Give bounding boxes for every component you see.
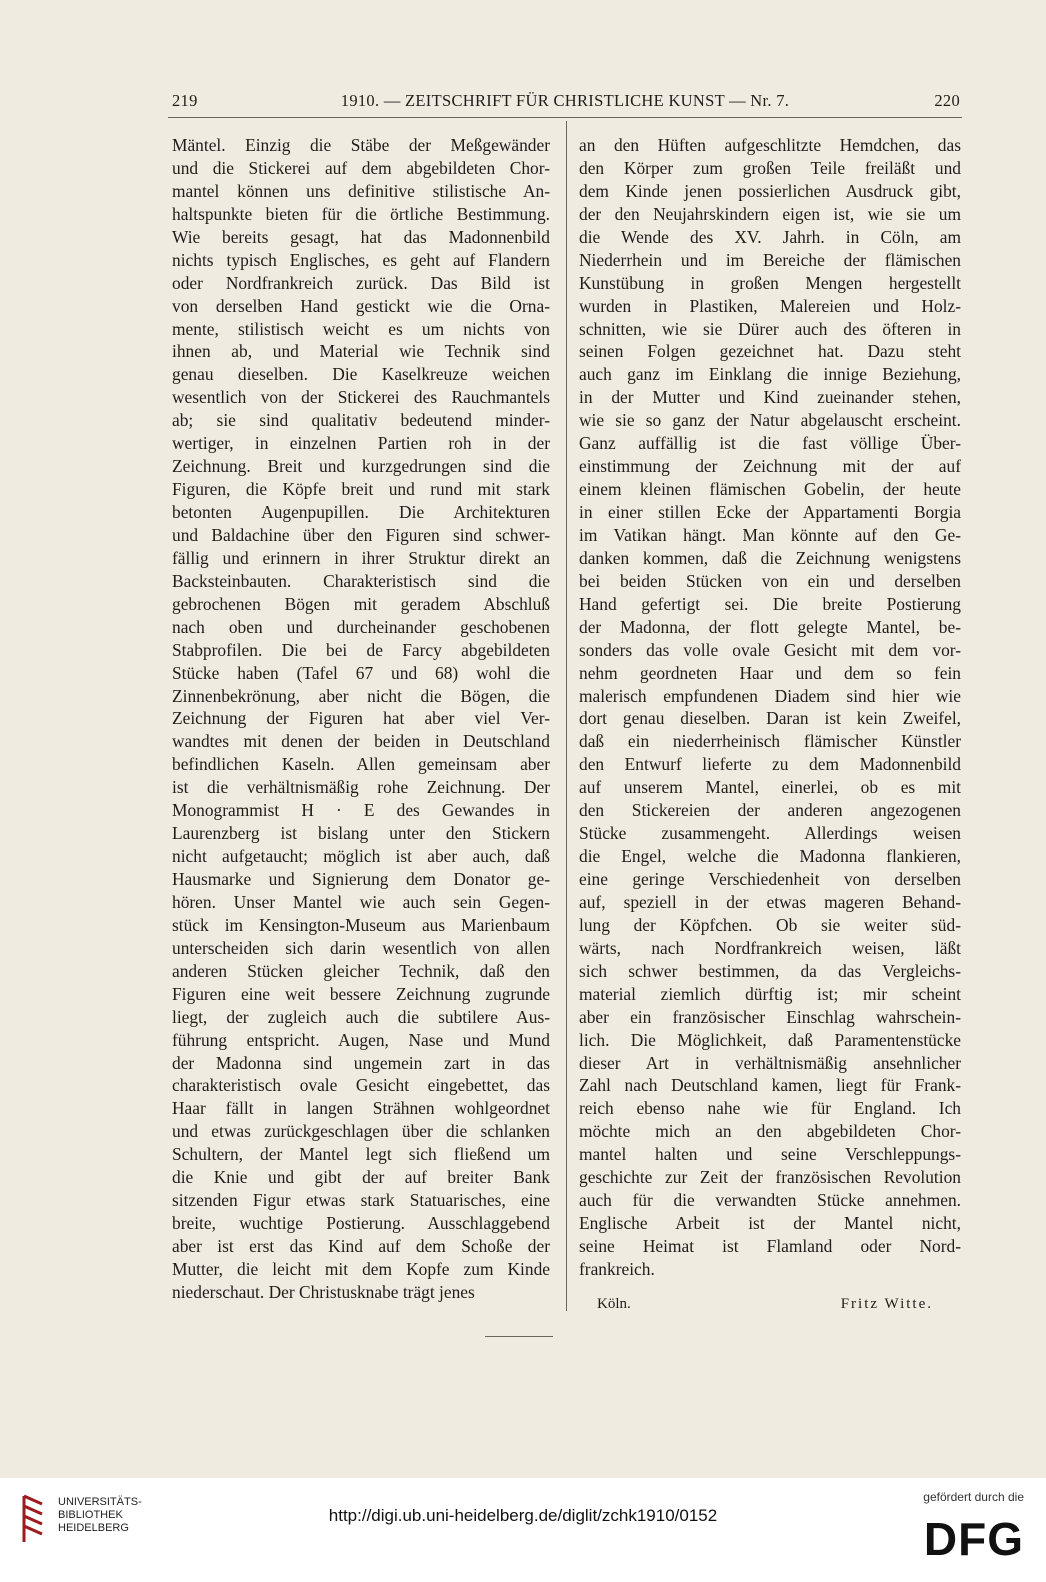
text-line: nichts typisch Englisches, es geht auf Flandern (172, 249, 550, 270)
text-line: von derselben Hand gestickt wie die Orna- (172, 295, 550, 316)
text-line: charakteristisch ovale Gesicht eingebettet, das (172, 1075, 550, 1096)
text-line: wesentlich von der Stickerei des Rauchmantels (172, 387, 550, 408)
text-line: oder Nordfrankreich zurück. Das Bild ist (172, 272, 550, 293)
text-line: unterscheiden sich darin wesentlich von allen (172, 937, 550, 958)
text-line: seinen Folgen gezeichnet hat. Dazu steht (579, 341, 961, 362)
right-column (579, 134, 961, 1281)
text-line: nehm geordneten Haar und dem so fein (579, 662, 961, 683)
text-line: Kunstübung in großen Mengen hergestellt (579, 272, 961, 293)
text-line: Mutter, die leicht mit dem Kopfe zum Kinde (172, 1258, 550, 1279)
text-line: möchte mich an den abgebildeten Chor- (579, 1121, 961, 1142)
text-line: der Madonna sind ungemein zart in das (172, 1052, 550, 1073)
text-line: betonten Augenpupillen. Die Architekturen (172, 502, 550, 522)
text-line: Backsteinbauten. Charakteristisch sind die (172, 570, 550, 591)
text-line: und Baldachine über den Figuren sind schwer- (172, 524, 550, 545)
text-line: Zinnenbekrönung, aber nicht die Bögen, die (172, 685, 550, 706)
text-line: Figuren, die Köpfe breit und rund mit stark (172, 479, 550, 500)
column-divider (566, 121, 567, 1311)
text-line: wurden in Plastiken, Malereien und Holz- (579, 295, 961, 316)
text-line: den Stickereien der anderen angezogenen (579, 800, 961, 821)
text-line: Stücke haben (Tafel 67 und 68) wohl die (172, 662, 550, 683)
text-line: wandtes mit denen der beiden in Deutschland (172, 731, 550, 752)
text-line: befindlichen Kaseln. Allen gemeinsam aber (172, 754, 550, 775)
permalink-url[interactable]: http://digi.ub.uni-heidelberg.de/diglit/zchk1910/0152 (328, 1506, 718, 1525)
text-line: schnitten, wie sie Dürer auch des öfteren in (579, 318, 961, 339)
text-line: auch ganz im Einklang die innige Beziehung, (579, 364, 961, 385)
text-line: der den Neujahrskindern eigen ist, wie sie um (579, 203, 961, 224)
text-line: nicht aufgetaucht; möglich ist aber auch, daß (172, 846, 550, 867)
text-line: reich ebenso nahe wie für England. Ich (579, 1098, 961, 1119)
text-line: genau dieselben. Die Kaselkreuze weichen (172, 364, 550, 385)
text-line: Mäntel. Einzig die Stäbe der Meßgewänder (172, 135, 550, 155)
text-line: wärts, nach Nordfrankreich weisen, läßt (579, 937, 961, 958)
text-line: der Madonna, der flott gelegte Mantel, be- (579, 616, 961, 637)
text-line: Figuren eine weit bessere Zeichnung zugrunde (172, 983, 550, 1004)
text-line: dieser Art in verhältnismäßig ansehnlicher (579, 1052, 961, 1073)
text-line: material ziemlich dürftig ist; mir scheint (579, 983, 961, 1004)
text-line: sich schwer bestimmen, da das Vergleichs- (579, 960, 961, 981)
text-line: wertiger, in einzelnen Partien roh in der (172, 433, 550, 454)
text-line: Stücke zusammengeht. Allerdings weisen (579, 823, 961, 844)
text-line: mantel können uns definitive stilistische An- (172, 180, 550, 201)
text-line: fällig und erinnern in ihrer Struktur direkt an (172, 547, 550, 568)
text-line: die Wende des XV. Jahrh. in Cöln, am (579, 226, 961, 247)
text-line: Hausmarke und Signierung dem Donator ge- (172, 869, 550, 889)
text-line: seine Heimat ist Flamland oder Nord- (579, 1236, 961, 1256)
text-line: liegt, der zugleich auch die subtilere Aus- (172, 1006, 550, 1027)
text-line: in einer stillen Ecke der Appartamenti Borgia (579, 502, 961, 522)
text-line: in der Mutter und Kind zueinander stehen, (579, 387, 961, 408)
text-line: an den Hüften aufgeschlitzte Hemdchen, das (579, 135, 961, 155)
text-line: dort genau dieselben. Daran ist kein Zweifel, (579, 708, 961, 729)
page-number-left: 219 (172, 91, 198, 110)
text-line: auch für die verwandten Stücke annehmen. (579, 1190, 961, 1211)
signature-author: Fritz Witte. (840, 1296, 933, 1312)
text-line: Ganz auffällig ist die fast völlige Über- (579, 433, 961, 454)
text-line: auf unserem Mantel, einerlei, ob es mit (579, 777, 961, 798)
dfg-logo: DFG (923, 1513, 1024, 1565)
signature-city: Köln. (597, 1296, 631, 1312)
text-line: die Engel, welche die Madonna flankieren, (579, 846, 961, 867)
text-line: ab; sie sind qualitativ bedeutend minder- (172, 410, 550, 431)
text-line: Hand gefertigt sei. Die breite Postierung (579, 593, 961, 614)
text-line: niederschaut. Der Christusknabe trägt jenes (172, 1281, 475, 1302)
text-line: gebrochenen Bögen mit geradem Abschluß (172, 593, 550, 614)
text-line: ihnen ab, und Material wie Technik sind (172, 341, 550, 362)
text-line: Stabprofilen. Die bei de Farcy abgebildeten (172, 639, 550, 660)
text-line: geschichte zur Zeit der französischen Revolution (579, 1167, 961, 1188)
text-line: ist die verhältnismäßig rohe Zeichnung. Der (172, 777, 550, 798)
text-line: Wie bereits gesagt, hat das Madonnenbild (172, 226, 550, 247)
text-line: mente, stilistisch weicht es um nichts von (172, 318, 550, 339)
library-name-line: HEIDELBERG (58, 1522, 129, 1534)
text-line: stück im Kensington-Museum aus Marienbaum (172, 914, 550, 935)
funded-by-label: gefördert durch die (923, 1490, 1024, 1504)
library-name-line: BIBLIOTHEK (58, 1509, 123, 1521)
text-line: lung der Köpfchen. Ob sie weiter süd- (579, 914, 961, 935)
viewer-footer (0, 1478, 1046, 1582)
journal-title: 1910. — ZEITSCHRIFT FÜR CHRISTLICHE KUNST — Nr. 7. (340, 91, 790, 110)
text-line: Zeichnung. Breit und kurzgedrungen sind die (172, 456, 550, 477)
text-line: sitzenden Figur etwas stark Statuarisches, eine (172, 1190, 550, 1211)
text-line: Schultern, der Mantel legt sich fließend um (172, 1144, 550, 1165)
text-line: dem Kinde jenen possierlichen Ausdruck gibt, (579, 180, 961, 201)
page-number-right: 220 (934, 91, 960, 110)
text-line: Laurenzberg ist bislang unter den Stickern (172, 823, 550, 844)
text-line: nach oben und durcheinander geschobenen (172, 616, 550, 637)
running-header (168, 91, 962, 113)
left-column (172, 134, 550, 1304)
text-line: sonders das volle ovale Gesicht mit dem vor- (579, 639, 961, 660)
text-line: führung entspricht. Augen, Nase und Mund (172, 1029, 550, 1050)
text-line: mantel halten und seine Verschleppungs- (579, 1144, 961, 1165)
text-line: bei beiden Stücken von ein und derselben (579, 570, 961, 591)
text-line: den Körper zum großen Teile freiläßt und (579, 157, 961, 178)
text-line: Monogrammist H · E des Gewandes in (172, 800, 550, 821)
text-line: hören. Unser Mantel wie auch sein Gegen- (172, 891, 550, 912)
text-line: haltspunkte bieten für die örtliche Bestimmung. (172, 203, 550, 224)
text-line: Zeichnung der Figuren hat aber viel Ver- (172, 708, 550, 729)
text-line: eine geringe Verschiedenheit von derselben (579, 869, 961, 889)
text-line: Niederrhein und im Bereiche der flämischen (579, 249, 961, 270)
text-line: breite, wuchtige Postierung. Ausschlaggebend (172, 1213, 550, 1234)
text-line: lich. Die Möglichkeit, daß Paramentenstücke (579, 1029, 961, 1050)
text-line: danken kommen, daß die Zeichnung wenigstens (579, 547, 961, 568)
text-line: daß ein niederrheinisch flämischer Künstler (579, 731, 961, 752)
text-line: im Vatikan hängt. Man könnte auf den Ge- (579, 524, 961, 545)
text-line: malerisch empfundenen Diadem sind hier wie (579, 685, 961, 706)
text-line: aber ist erst das Kind auf dem Schoße der (172, 1236, 550, 1256)
text-line: Haar fällt in langen Strähnen wohlgeordnet (172, 1098, 550, 1119)
header-rule (168, 117, 962, 118)
text-line: und etwas zurückgeschlagen über die schlanken (172, 1121, 550, 1142)
text-line: wie sie so ganz der Natur abgelauscht erscheint. (579, 410, 961, 431)
library-name-line: UNIVERSITÄTS- (58, 1496, 142, 1508)
text-line: die Knie und gibt der auf breiter Bank (172, 1167, 550, 1188)
text-line: einstimmung der Zeichnung mit der auf (579, 456, 961, 477)
text-line: Englische Arbeit ist der Mantel nicht, (579, 1213, 961, 1234)
text-line: frankreich. (579, 1258, 655, 1279)
text-line: den Entwurf lieferte zu dem Madonnenbild (579, 754, 961, 775)
text-line: aber ein französischer Einschlag wahrschein- (579, 1006, 961, 1027)
text-line: und die Stickerei auf dem abgebildeten Chor- (172, 157, 550, 178)
text-line: Zahl nach Deutschland kamen, liegt für Frank- (579, 1075, 961, 1096)
text-line: anderen Stücken gleicher Technik, daß den (172, 960, 550, 981)
text-line: einem kleinen flämischen Gobelin, der heute (579, 479, 961, 500)
text-line: auf, speziell in der etwas mageren Behand- (579, 891, 961, 912)
end-rule (485, 1336, 553, 1337)
